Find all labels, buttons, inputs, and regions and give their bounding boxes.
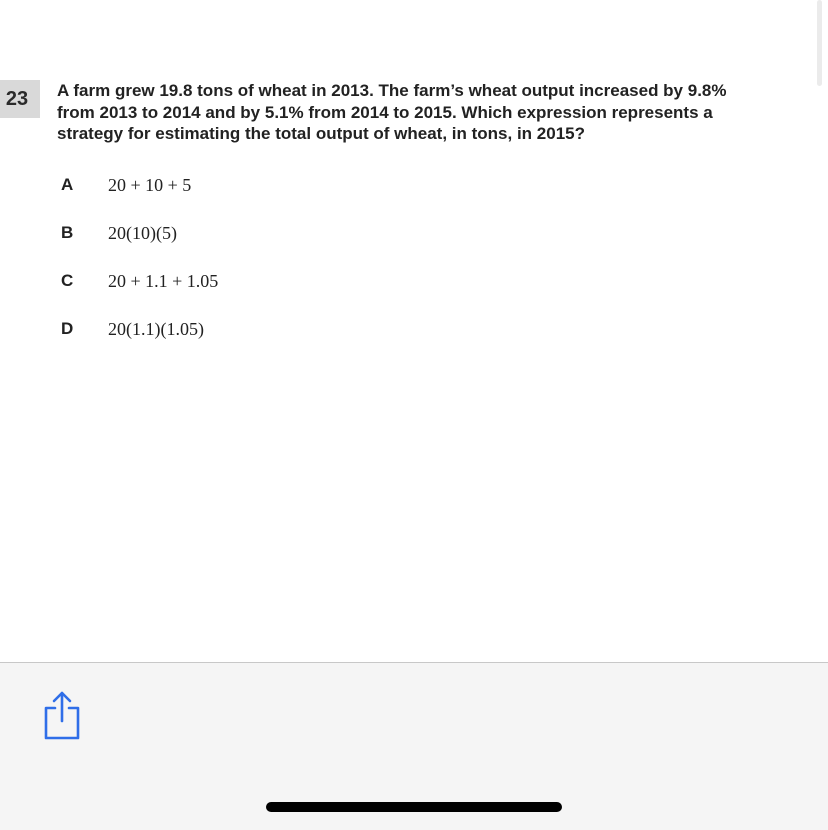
choice-expression: 20 + 10 + 5 — [108, 175, 192, 195]
share-button[interactable] — [40, 690, 84, 742]
choice-expression: 20(1.1)(1.05) — [108, 319, 204, 339]
choice-b[interactable] — [0, 219, 600, 249]
choice-expression: 20(10)(5) — [108, 223, 177, 243]
choice-a[interactable] — [0, 171, 600, 201]
choice-letter: A — [61, 175, 74, 194]
choice-c[interactable] — [0, 267, 600, 297]
choice-d[interactable] — [0, 315, 600, 345]
scroll-indicator[interactable] — [817, 0, 822, 86]
question-text: A farm grew 19.8 tons of wheat in 2013. The farm’s wheat output increased by 9.8% from 2013 to 2014 and by 5.1% from 2014 to 2015. Which expression represents a strategy for estimating the total output of wheat, in tons, in 2015? — [57, 81, 727, 143]
choice-letter: B — [61, 223, 74, 242]
home-indicator — [266, 802, 562, 812]
share-icon — [40, 690, 84, 742]
choice-expression: 20 + 1.1 + 1.05 — [108, 271, 219, 291]
choice-letter: C — [61, 271, 74, 290]
choice-letter: D — [61, 319, 74, 338]
question-number-badge: 23 — [0, 80, 40, 118]
